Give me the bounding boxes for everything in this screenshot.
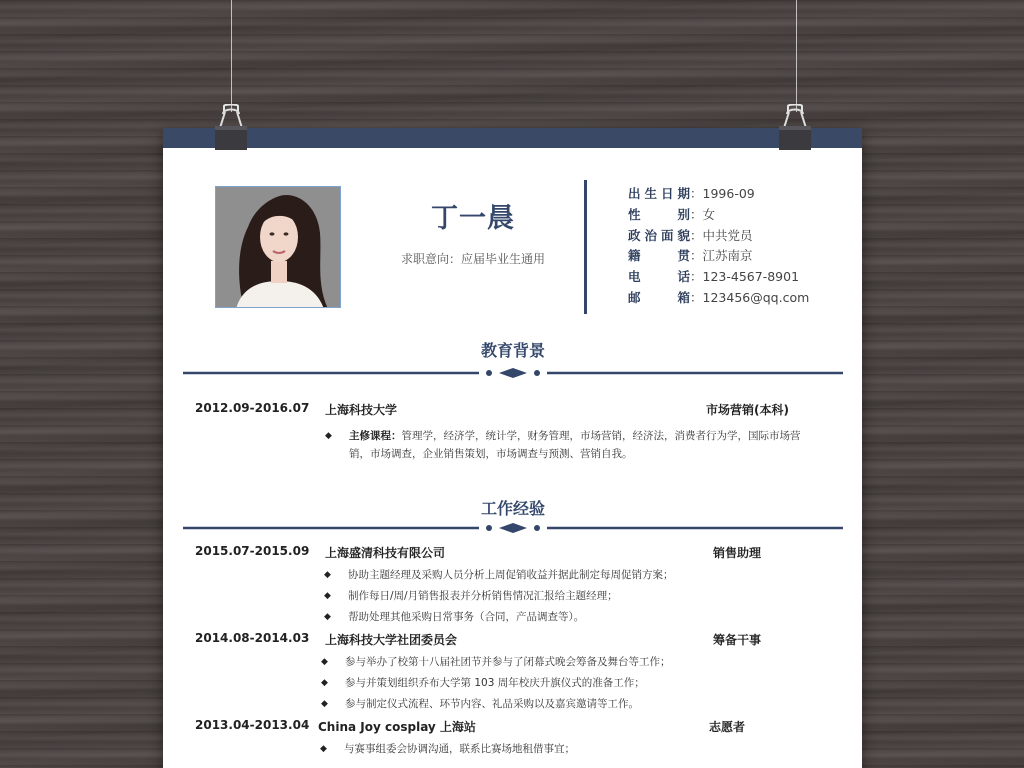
section-title-work: 工作经验 <box>480 499 545 518</box>
work-row: 2015.07-2015.09 上海盛清科技有限公司 销售助理 <box>195 544 762 560</box>
work-row: 2013.04-2013.04 China Joy cosplay 上海站 志愿者 <box>195 718 746 734</box>
candidate-name: 丁一晨 <box>431 203 515 234</box>
diamond-bullet-icon: ◆ <box>324 612 331 622</box>
section-divider-education <box>183 366 843 380</box>
personal-info <box>628 184 828 311</box>
hanging-string-left <box>231 0 232 112</box>
diamond-bullet-icon: ◆ <box>321 657 328 667</box>
diamond-bullet-icon: ◆ <box>321 678 328 688</box>
education-row: 2012.09-2016.07 上海科技大学 市场营销(本科) <box>195 401 789 417</box>
hanging-string-right <box>796 0 797 112</box>
info-row-politics: 政治面貌：中共党员 <box>628 227 753 243</box>
job-intent: 求职意向：应届毕业生通用 <box>400 252 545 266</box>
binder-clip-left-icon <box>214 104 248 152</box>
work-row: 2014.08-2014.03 上海科技大学社团委员会 筹备干事 <box>195 631 762 647</box>
diamond-bullet-icon: ◆ <box>324 591 331 601</box>
info-row-birth: 出生日期：1996-09 <box>628 186 755 201</box>
diamond-bullet-icon: ◆ <box>324 570 331 580</box>
paper-top-bar <box>163 128 862 148</box>
info-row-gender: 性 别：女 <box>628 206 716 222</box>
section-divider-work <box>183 521 843 535</box>
diamond-bullet-icon: ◆ <box>320 744 327 754</box>
resume-paper: 丁一晨 求职意向：应届毕业生通用 出生日期：1996-09 性 别：女 政治面貌：中共党员 籍 贯：江苏南京 电 话：123-4567-8901 邮 箱：123456@qq.com 教育背景 2012.09-2016.07 上海科技大学 市场营销(本科) ◆ 主修课程：管理学，经济学，统计学，财务管理，市场营销，经济法，消费者行为学，国际市场营销，市场调查，企业销售策划，市场调查与预测、营销自我。 工作经验 2015.07-2015.09 上海盛清科技有限公司 销售助理 ◆ 协助主题经理及采购人员分析上周促销收益并据此制定每周促销方案； ◆ 制作每日/周/月销售报表并分析销售情况汇报给主题经理； ◆ 帮助处理其他采购日常事务（合同，产品调查等）。 2014.08-2014.03 上海科技大学社团委员会 筹备干事 ◆ 参与举办了校第十八届社团节并参与了闭幕式晚会筹备及舞台等工作； ◆ 参与并策划组织乔布大学第 103 周年校庆升旗仪式的准备工作； ◆ 参与制定仪式流程、环节内容、礼品采购以及嘉宾邀请等工作。 2013.04-2013.04 China Joy cosplay 上海站 志愿者 ◆ 与赛事组委会协调沟通，联系比赛场地租借事宜； <box>163 128 862 768</box>
profile-photo <box>215 186 341 308</box>
education-course: ◆ 主修课程：管理学，经济学，统计学，财务管理，市场营销，经济法，消费者行为学，国际市场营销，市场调查，企业销售策划，市场调查与预测、营销自我。 <box>325 427 825 467</box>
binder-clip-right-icon <box>778 104 812 152</box>
diamond-bullet-icon: ◆ <box>325 431 332 441</box>
header-divider-line <box>584 180 587 314</box>
diamond-bullet-icon: ◆ <box>321 699 328 709</box>
info-row-email: 邮 箱：123456@qq.com <box>628 289 810 305</box>
section-title-education: 教育背景 <box>480 341 545 360</box>
info-row-hometown: 籍 贯：江苏南京 <box>628 248 753 264</box>
info-row-phone: 电 话：123-4567-8901 <box>628 269 800 285</box>
